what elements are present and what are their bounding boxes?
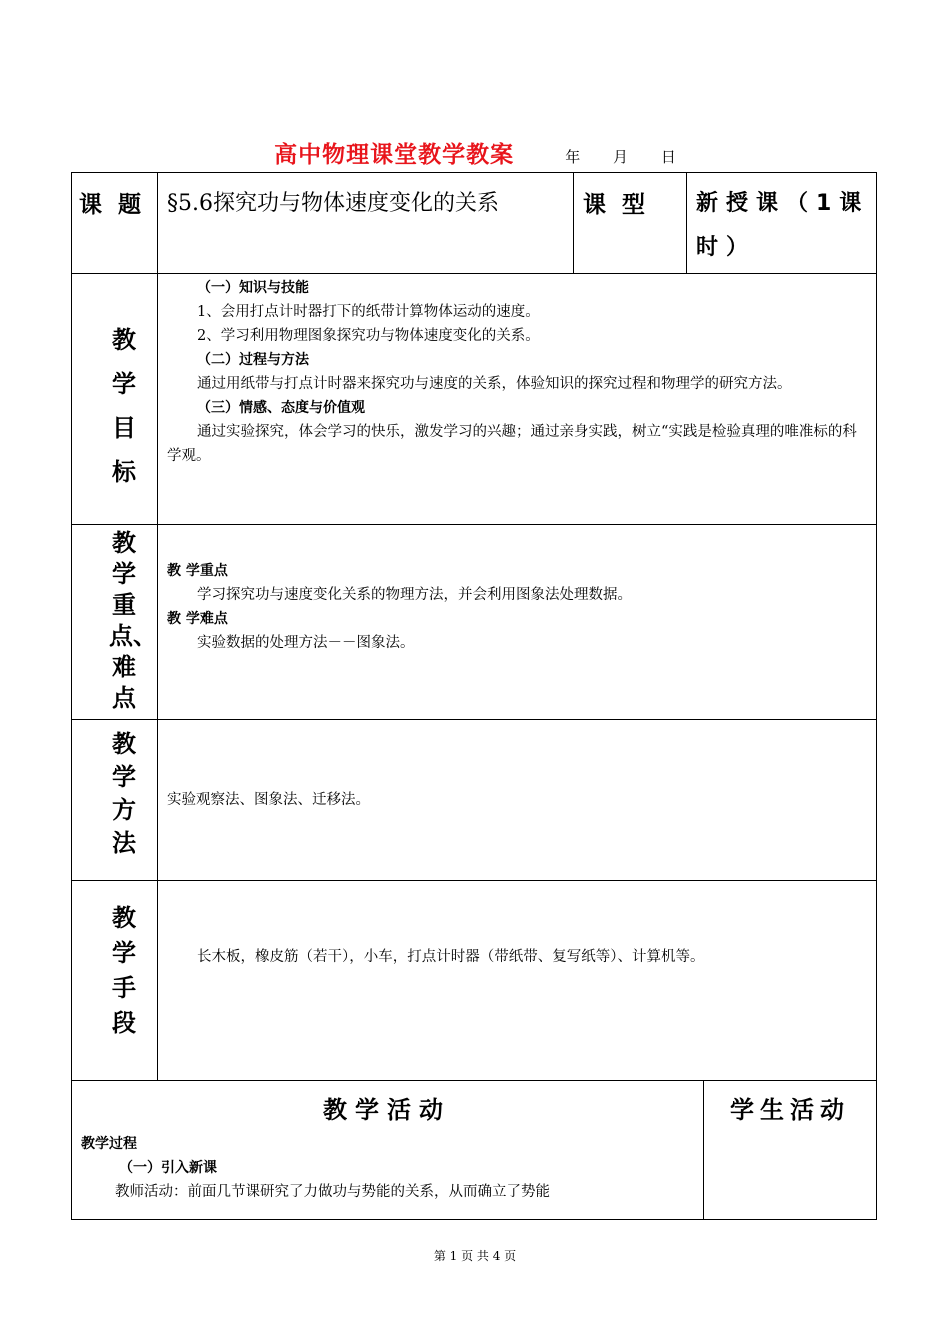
teacher-activity-heading: 教学活动 (323, 1096, 451, 1124)
lesson-plan-table (71, 172, 877, 1220)
objectives-content (167, 276, 869, 468)
date-year: 年 (565, 148, 581, 166)
date-month: 月 (613, 148, 629, 166)
objective-item: 通过用纸带与打点计时器来探究功与速度的关系，体验知识的探究过程和物理学的研究方法。 (197, 376, 792, 392)
means-text: 长木板，橡皮筋（若干），小车，打点计时器（带纸带、复写纸等）、计算机等。 (197, 949, 705, 965)
keypoints-content (167, 559, 869, 655)
methods-text: 实验观察法、图象法、迁移法。 (167, 792, 370, 808)
document-title: 高中物理课堂教学教案 (274, 142, 515, 168)
objective-item: 1、会用打点计时器打下的纸带计算物体运动的速度。 (197, 304, 540, 320)
student-activity-heading: 学生活动 (730, 1096, 850, 1124)
date-day: 日 (660, 148, 676, 166)
objectives-label: 教学目标 (112, 326, 136, 486)
section-heading: （一）引入新课 (119, 1160, 217, 1176)
type-value: 新授课（1课时） (696, 191, 870, 260)
objectives-heading-process: （二）过程与方法 (197, 352, 309, 368)
difficulty-text: 实验数据的处理方法－－图象法。 (197, 635, 415, 651)
keypoints-label: 教学重点、难点 (109, 529, 157, 712)
topic-label: 课 题 (79, 192, 146, 218)
date-fields (565, 148, 676, 166)
page-footer: 第 1 页 共 4 页 (433, 1249, 517, 1263)
means-label: 教学手段 (112, 904, 136, 1037)
keypoint-text: 学习探究功与速度变化关系的物理方法，并会利用图象法处理数据。 (197, 587, 632, 603)
topic-value: §5.6探究功与物体速度变化的关系 (167, 191, 499, 216)
objective-item: 通过实验探究，体会学习的快乐，激发学习的兴趣；通过亲身实践，树立“实践是检验真理的唯准标的科学观。 (167, 424, 857, 464)
difficulty-heading: 教 学难点 (167, 611, 228, 627)
type-label: 课 型 (583, 192, 650, 218)
title-line (0, 136, 950, 169)
process-label: 教学过程 (81, 1136, 137, 1152)
teacher-activity-line: 教师活动：前面几节课研究了力做功与势能的关系，从而确立了势能 (115, 1184, 550, 1200)
activities-content (81, 1132, 696, 1204)
objectives-heading-knowledge: （一）知识与技能 (197, 280, 309, 296)
objectives-heading-values: （三）情感、态度与价值观 (197, 400, 365, 416)
keypoint-heading: 教 学重点 (167, 563, 228, 579)
methods-label: 教学方法 (112, 730, 136, 857)
objective-item: 2、学习利用物理图象探究功与物体速度变化的关系。 (197, 328, 540, 344)
